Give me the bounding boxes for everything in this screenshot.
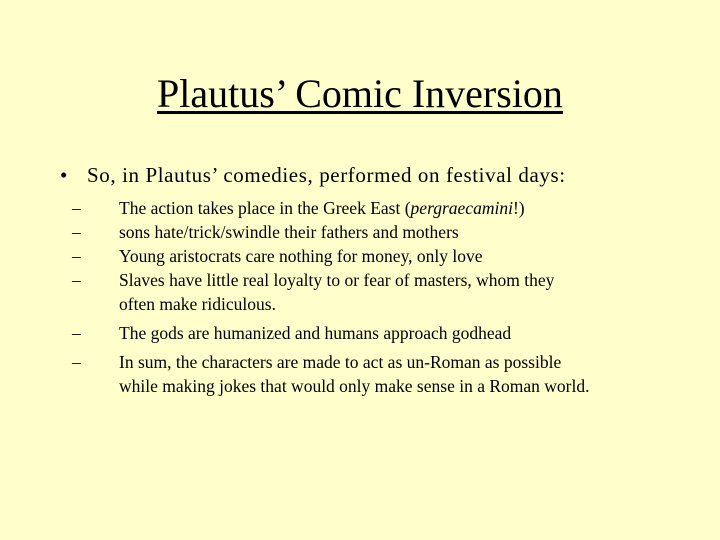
slide-title <box>0 70 720 118</box>
sub-bullet-text: sons hate/trick/swindle their fathers and mothers <box>119 222 459 242</box>
sub-bullet-item <box>72 321 672 345</box>
sub-bullet-item <box>72 268 672 316</box>
sub-bullet-text-pre: The action takes place in the Greek East ( <box>119 198 411 218</box>
sub-bullet-item <box>72 350 672 398</box>
sub-bullet-text-continued: while making jokes that would only make sense in a Roman world. <box>119 376 590 396</box>
dash-marker: – <box>72 270 81 290</box>
dash-marker: – <box>72 246 81 266</box>
slide-title-text: Plautus’ Comic Inversion <box>157 71 563 116</box>
bullet-text: So, in Plautus’ comedies, performed on festival days: <box>87 163 566 187</box>
bullet-marker: • <box>60 163 68 187</box>
sub-bullet-text-continued: often make ridiculous. <box>119 294 276 314</box>
sub-bullet-item <box>72 244 672 268</box>
dash-marker: – <box>72 222 81 242</box>
sub-bullet-text: Young aristocrats care nothing for money, only love <box>119 246 483 266</box>
dash-marker: – <box>72 198 81 218</box>
sub-bullet-text <box>119 196 672 220</box>
sub-bullet-item <box>72 196 672 220</box>
dash-marker: – <box>72 323 81 343</box>
sub-bullet-text: In sum, the characters are made to act as un-Roman as possible <box>119 352 562 372</box>
sub-bullet-item <box>72 220 672 244</box>
sub-bullet-list <box>72 196 672 398</box>
sub-bullet-text: Slaves have little real loyalty to or fear of masters, whom they <box>119 270 555 290</box>
latin-term: pergraecamini <box>410 198 513 218</box>
dash-marker: – <box>72 352 81 372</box>
sub-bullet-text-post: !) <box>512 198 525 218</box>
sub-bullet-text: The gods are humanized and humans approach godhead <box>119 323 512 343</box>
